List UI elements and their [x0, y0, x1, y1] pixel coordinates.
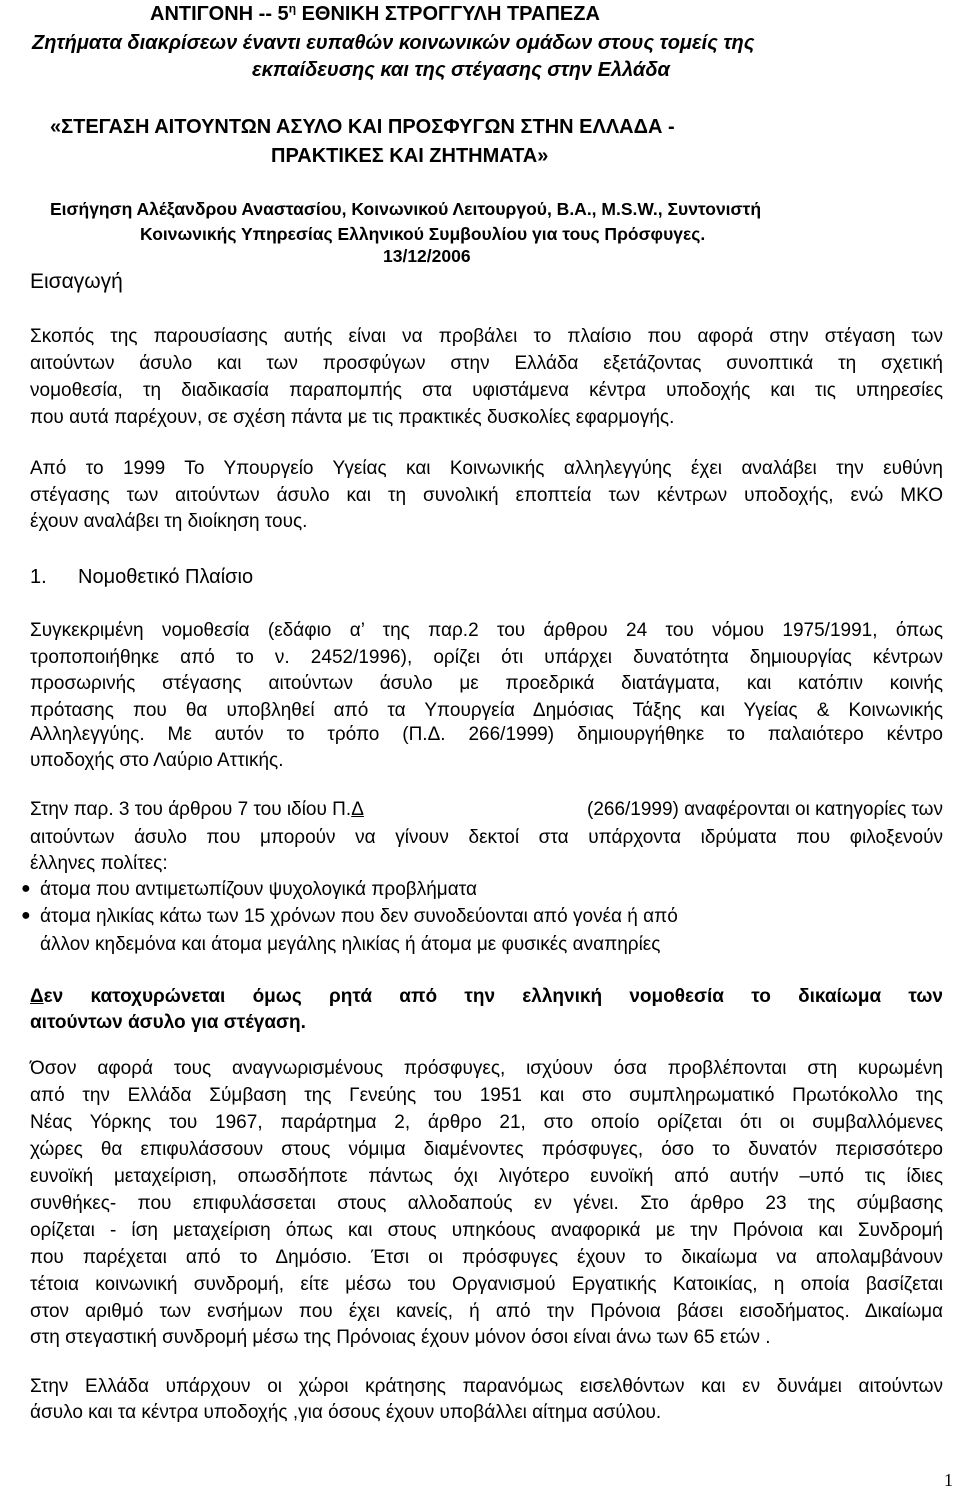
p5-line: από την Ελλάδα Σύμβαση της Γενεύης του 1951 και στο συμπληρωματικό Πρωτόκολλο της	[30, 1085, 943, 1106]
p4-line: αιτούντων άσυλο που μπορούν να γίνουν δεκτοί στα υπάρχοντα ιδρύματα που φιλοξενούν	[30, 827, 943, 848]
p3-line: υποδοχής στο Λαύριο Αττικής.	[30, 750, 284, 771]
p1-line: Σκοπός της παρουσίασης αυτής είναι να προβάλει το πλαίσιο που αφορά στην στέγαση των	[30, 326, 943, 347]
p6-line: Στην Ελλάδα υπάρχουν οι χώροι κράτησης παρανόμως εισελθόντων και εν δυνάμει αιτούντων	[30, 1376, 943, 1397]
bullet-item-continuation: άλλον κηδεμόνα και άτομα μεγάλης ηλικίας ή άτομα με φυσικές αναπηρίες	[40, 934, 661, 955]
author-line-2: Κοινωνικής Υπηρεσίας Ελληνικού Συμβουλίου για τους Πρόσφυγες.	[140, 224, 706, 244]
p5-line: τέτοια κοινωνική συνδρομή, είτε μέσω του Οργανισμού Εργατικής Κατοικίας, η οποία βασίζεται	[30, 1274, 943, 1295]
p3-line: τροποποιήθηκε από το ν. 2452/1996), ορίζει ότι υπάρχει δυνατότητα δημιουργίας κέντρων	[30, 647, 943, 668]
p2-line: έχουν αναλάβει τη διοίκηση τους.	[30, 511, 308, 532]
bullet-item: άτομα που αντιμετωπίζουν ψυχολογικά προβλήματα	[40, 879, 477, 900]
date: 13/12/2006	[383, 246, 471, 266]
bullet-item: άτομα ηλικίας κάτω των 15 χρόνων που δεν συνοδεύονται από γονέα ή από	[40, 906, 678, 927]
round-table-title: ΑΝΤΙΓΟΝΗ -- $5^\eta$ ΕΘΝΙΚΗ ΣΤΡΟΓΓΥΛΗ ΤΡΑΠΕΖΑ	[150, 1, 600, 25]
bold-statement-line: αιτούντων άσυλο για στέγαση.	[30, 1012, 306, 1033]
p3-line: Αλληλεγγύης. Με αυτόν το τρόπο (Π.Δ. 266/1999) δημιουργήθηκε το παλαιότερο κέντρο	[30, 724, 943, 745]
p4-line-part: (266/1999) αναφέρονται οι κατηγορίες των	[560, 799, 943, 820]
p5-line: ευνοϊκή μεταχείριση, οπωσδήποτε πάντως όχι λιγότερο ευνοϊκή από αυτήν –υπό τις ίδιες	[30, 1166, 943, 1187]
p4-line-part: Στην παρ. 3 του άρθρου 7 του ιδίου Π.Δ	[30, 799, 364, 820]
p5-line: στη στεγαστική συνδρομή μέσω της Πρόνοιας έχουν μόνον όσοι είναι άνω των 65 ετών .	[30, 1327, 771, 1348]
talk-title-line-2: ΠΡΑΚΤΙΚΕΣ ΚΑΙ ΖΗΤΗΜΑΤΑ»	[271, 145, 549, 167]
p4-line: έλληνες πολίτες:	[30, 853, 168, 874]
subtitle-line-1: Ζητήματα διακρίσεων έναντι ευπαθών κοινωνικών ομάδων στους τομείς της	[32, 32, 755, 54]
p5-line: που παρέχεται από το Δημόσιο. Έτσι οι πρόσφυγες έχουν το δικαίωμα να απολαμβάνουν	[30, 1247, 943, 1268]
talk-title-line-1: «ΣΤΕΓΑΣΗ ΑΙΤΟΥΝΤΩΝ ΑΣΥΛΟ ΚΑΙ ΠΡΟΣΦΥΓΩΝ ΣΤΗΝ ΕΛΛΑΔΑ -	[50, 116, 675, 138]
p3-line: πρότασης που θα υποβληθεί από τα Υπουργεία Δημόσιας Τάξης και Υγείας & Κοινωνικής	[30, 700, 943, 721]
p3-line: Συγκεκριμένη νομοθεσία (εδάφιο α’ της παρ.2 του άρθρου 24 του νόμου 1975/1991, όπως	[30, 620, 943, 641]
p5-line: χώρες θα επιφυλάσσουν στους νόμιμα διαμένοντες πρόσφυγες, όσο το δυνατόν περισσότερο	[30, 1139, 943, 1160]
p1-line: αιτούντων άσυλο και των προσφύγων στην Ελλάδα εξετάζοντας συνοπτικά τη σχετική	[30, 353, 943, 374]
bold-statement-line	[30, 986, 943, 1008]
p5-line: συνθήκες- που επιφυλάσσεται στους αλλοδαπούς εν γένει. Στο άρθρο 23 της σύμβασης	[30, 1193, 943, 1214]
p4-line	[30, 800, 943, 819]
bullet-dot: ●	[21, 880, 31, 897]
page-number: 1	[944, 1470, 953, 1490]
author-line-1: Εισήγηση Αλέξανδρου Αναστασίου, Κοινωνικού Λειτουργού, B.A., M.S.W., Συντονιστή	[50, 199, 762, 219]
bold-statement-rest: εν κατοχυρώνεται όμως ρητά από την ελληνική νομοθεσία το δικαίωμα των	[43, 986, 943, 1007]
subtitle-line-2: εκπαίδευσης και της στέγασης στην Ελλάδα	[252, 59, 670, 81]
p5-line: Νέας Υόρκης του 1967, παράρτημα 2, άρθρο 21, στο οποίο ορίζεται ότι οι συμβαλλόμενες	[30, 1112, 943, 1133]
underlined-word: Δ	[30, 986, 44, 1007]
section-number: 1.	[30, 566, 47, 588]
p2-line: στέγασης των αιτούντων άσυλο και τη συνολική εποπτεία των κέντρων υποδοχής, ενώ ΜΚΟ	[30, 485, 943, 506]
p6-line: άσυλο και τα κέντρα υποδοχής ,για όσους έχουν υποβάλλει αίτημα ασύλου.	[30, 1402, 662, 1423]
p2-line: Από το 1999 Το Υπουργείο Υγείας και Κοινωνικής αλληλεγγύης έχει αναλάβει την ευθύνη	[30, 458, 943, 479]
p1-line: νομοθεσία, τη διαδικασία παραπομπής στα υφιστάμενα κέντρα υποδοχής και τις υπηρεσίες	[30, 380, 943, 401]
p1-line: που αυτά παρέχουν, σε σχέση πάντα με τις πρακτικές δυσκολίες εφαρμογής.	[30, 407, 675, 428]
bullet-dot: ●	[21, 907, 31, 924]
p5-line: στον αριθμό των ενσήμων που έχει κανείς, ή από την Πρόνοια βάσει εισοδήματος. Δικαίωμα	[30, 1301, 943, 1322]
p5-line: Όσον αφορά τους αναγνωρισμένους πρόσφυγες, ισχύουν όσα προβλέπονται στη κυρωμένη	[30, 1058, 943, 1079]
p3-line: προσωρινής στέγασης αιτούντων άσυλο με προεδρικά διατάγματα, και κατόπιν κοινής	[30, 673, 943, 694]
intro-heading: Εισαγωγή	[30, 270, 123, 293]
section-title: Νομοθετικό Πλαίσιο	[78, 566, 254, 588]
p5-line: ορίζεται - ίση μεταχείριση όπως και στους υπηκόους αναφορικά με την Πρόνοια και Συνδρομή	[30, 1220, 943, 1241]
